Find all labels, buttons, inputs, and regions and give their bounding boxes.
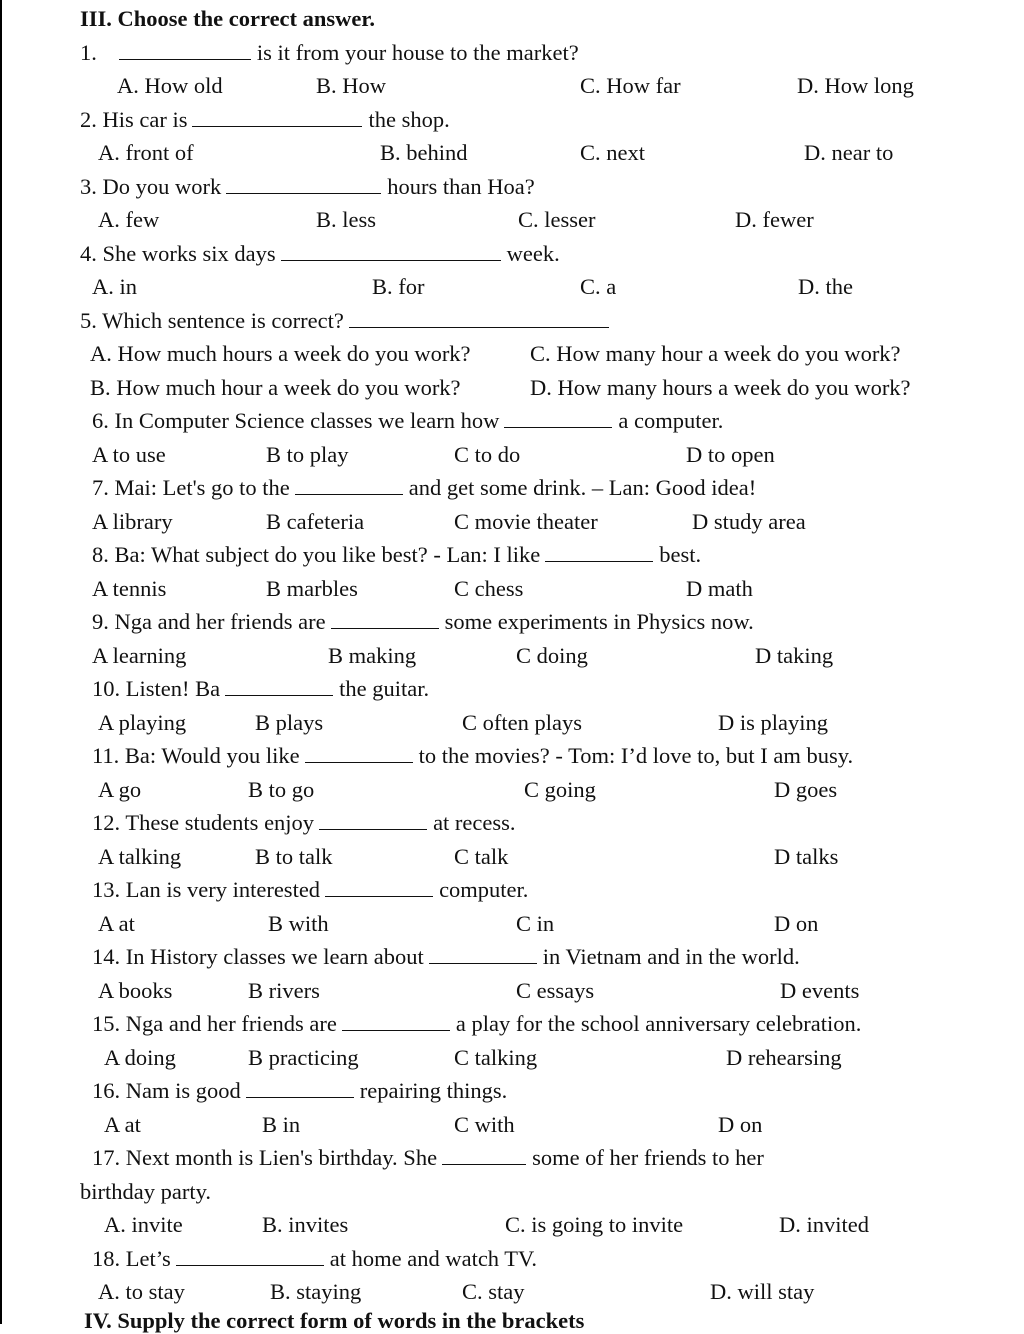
question-4 (80, 240, 560, 268)
option-c[interactable]: C to do (454, 442, 521, 467)
option-d[interactable]: D taking (755, 643, 834, 668)
option-d[interactable]: D. How many hours a week do you work? (530, 375, 911, 400)
question-7 (92, 474, 756, 502)
question-text-before: In Computer Science classes we learn how (114, 408, 500, 433)
option-d[interactable]: D rehearsing (726, 1045, 842, 1070)
question-3 (80, 173, 535, 201)
question-number: 3. (80, 174, 97, 199)
answer-blank[interactable] (429, 943, 537, 964)
option-b[interactable]: B making (328, 643, 417, 668)
option-b[interactable]: B. invites (262, 1212, 349, 1237)
option-a[interactable]: A. in (92, 274, 137, 299)
question-text-after: and get some drink. – Lan: Good idea! (408, 475, 757, 500)
question-16 (92, 1077, 507, 1105)
question-text-after: is it from your house to the market? (256, 40, 579, 65)
question-number: 5. (80, 308, 97, 333)
option-c[interactable]: C chess (454, 576, 524, 601)
option-a[interactable]: A doing (104, 1045, 176, 1070)
question-text-before: Ba: What subject do you like best? - Lan: I like (114, 542, 541, 567)
question-number: 10. (92, 676, 121, 701)
question-8 (92, 541, 701, 569)
option-b[interactable]: B to talk (255, 844, 333, 869)
question-text-after: the shop. (368, 107, 450, 132)
question-text-after: to the movies? - Tom: I’d love to, but I am busy. (418, 743, 854, 768)
option-a[interactable]: A library (92, 509, 173, 534)
option-b[interactable]: B plays (255, 710, 324, 735)
question-text-before: Listen! Ba (125, 676, 221, 701)
option-d[interactable]: D. fewer (735, 207, 814, 232)
option-b[interactable]: B. for (372, 274, 425, 299)
question-number: 4. (80, 241, 97, 266)
question-11 (92, 742, 853, 770)
option-b[interactable]: B. behind (380, 140, 468, 165)
answer-blank[interactable] (295, 474, 403, 495)
answer-blank[interactable] (119, 39, 251, 60)
option-b[interactable]: B with (268, 911, 329, 936)
answer-blank[interactable] (226, 173, 381, 194)
question-number: 2. (80, 107, 97, 132)
option-c[interactable]: C. stay (462, 1279, 525, 1304)
question-number: 11. (92, 743, 120, 768)
option-c[interactable]: C. How far (580, 73, 681, 98)
option-d[interactable]: D on (774, 911, 819, 936)
question-text-before: She works six days (102, 241, 276, 266)
question-text-after: the guitar. (339, 676, 430, 701)
option-a[interactable]: A. to stay (98, 1279, 185, 1304)
question-number: 7. (92, 475, 109, 500)
option-d[interactable]: D study area (692, 509, 806, 534)
question-number: 12. (92, 810, 121, 835)
question-text-after: repairing things. (359, 1078, 508, 1103)
question-text-before: Ba: Would you like (124, 743, 300, 768)
option-b[interactable]: B to go (248, 777, 315, 802)
answer-blank[interactable] (192, 106, 362, 127)
option-c[interactable]: C talking (454, 1045, 538, 1070)
question-text-before: In History classes we learn about (125, 944, 424, 969)
option-c[interactable]: C going (524, 777, 596, 802)
question-text-after: week. (506, 241, 560, 266)
option-d[interactable]: D. How long (797, 73, 914, 98)
question-text-after: hours than Hoa? (387, 174, 535, 199)
question-number: 14. (92, 944, 121, 969)
answer-blank[interactable] (545, 541, 653, 562)
answer-blank[interactable] (176, 1245, 324, 1266)
question-10 (92, 675, 429, 703)
question-number: 6. (92, 408, 109, 433)
option-b[interactable]: B rivers (248, 978, 320, 1003)
question-text-after: at recess. (433, 810, 516, 835)
option-b[interactable]: B. less (316, 207, 377, 232)
option-d[interactable]: D. near to (804, 140, 894, 165)
option-a[interactable]: A. few (98, 207, 160, 232)
option-d[interactable]: D on (718, 1112, 763, 1137)
option-a[interactable]: A at (98, 911, 135, 936)
option-a[interactable]: A at (104, 1112, 141, 1137)
answer-blank[interactable] (319, 809, 427, 830)
option-c[interactable]: C. next (580, 140, 645, 165)
option-c[interactable]: C. lesser (518, 207, 596, 232)
answer-blank[interactable] (349, 307, 609, 328)
question-number: 1. (80, 40, 97, 65)
option-b[interactable]: B cafeteria (266, 509, 365, 534)
question-text-after: some of her friends to her (532, 1145, 764, 1170)
option-c[interactable]: C. a (580, 274, 617, 299)
option-a[interactable]: A learning (92, 643, 187, 668)
left-margin-rule (0, 0, 2, 1324)
option-d[interactable]: D. invited (779, 1212, 869, 1237)
question-1 (80, 39, 579, 67)
question-text-before: These students enjoy (125, 810, 315, 835)
answer-blank[interactable] (331, 608, 439, 629)
option-c[interactable]: C. How many hour a week do you work? (530, 341, 901, 366)
question-number: 8. (92, 542, 109, 567)
question-text-after: a computer. (618, 408, 724, 433)
question-number: 9. (92, 609, 109, 634)
option-b[interactable]: B marbles (266, 576, 358, 601)
answer-blank[interactable] (305, 742, 413, 763)
option-b[interactable]: B. How much hour a week do you work? (90, 375, 461, 400)
answer-blank[interactable] (442, 1144, 526, 1165)
option-d[interactable]: D. will stay (710, 1279, 815, 1304)
question-number: 15. (92, 1011, 121, 1036)
question-text-before: Lan is very interested (125, 877, 321, 902)
option-c[interactable]: C talk (454, 844, 509, 869)
option-b[interactable]: B in (262, 1112, 301, 1137)
option-b[interactable]: B. staying (270, 1279, 362, 1304)
question-text-before: Which sentence is correct? (102, 308, 344, 333)
option-c[interactable]: C often plays (462, 710, 582, 735)
answer-blank[interactable] (325, 876, 433, 897)
question-text-after: a play for the school anniversary celebration. (455, 1011, 862, 1036)
option-b[interactable]: B. How (316, 73, 387, 98)
question-9 (92, 608, 754, 636)
option-b[interactable]: B practicing (248, 1045, 359, 1070)
question-13 (92, 876, 528, 904)
question-5 (80, 307, 615, 335)
question-number: 16. (92, 1078, 121, 1103)
option-c[interactable]: C. is going to invite (505, 1212, 684, 1237)
option-a[interactable]: A tennis (92, 576, 167, 601)
question-15 (92, 1010, 861, 1038)
question-text-before: Nga and her friends are (125, 1011, 337, 1036)
question-text-before: His car is (102, 107, 188, 132)
question-17 (92, 1144, 764, 1172)
answer-blank[interactable] (504, 407, 612, 428)
question-text-after: best. (659, 542, 702, 567)
question-text-after: in Vietnam and in the world. (542, 944, 800, 969)
answer-blank[interactable] (342, 1010, 450, 1031)
option-c[interactable]: C in (516, 911, 555, 936)
section-title: III. Choose the correct answer. (80, 6, 375, 31)
option-c[interactable]: C movie theater (454, 509, 598, 534)
question-text-before: Do you work (102, 174, 222, 199)
question-text-before: Next month is Lien's birthday. She (125, 1145, 438, 1170)
option-c[interactable]: C with (454, 1112, 515, 1137)
question-text-after: computer. (439, 877, 529, 902)
question-text-before: Nga and her friends are (114, 609, 326, 634)
question-number: 13. (92, 877, 121, 902)
question-2 (80, 106, 450, 134)
question-6 (92, 407, 723, 435)
answer-blank[interactable] (225, 675, 333, 696)
option-a[interactable]: A. How much hours a week do you work? (90, 341, 471, 366)
option-d[interactable]: D to open (686, 442, 775, 467)
next-section-title: IV. Supply the correct form of words in the brackets (84, 1308, 585, 1333)
answer-blank[interactable] (281, 240, 501, 261)
option-a[interactable]: A talking (98, 844, 182, 869)
question-17-continuation: birthday party. (80, 1179, 212, 1204)
option-c[interactable]: C doing (516, 643, 588, 668)
option-d[interactable]: D. the (798, 274, 853, 299)
question-12 (92, 809, 516, 837)
option-c[interactable]: C essays (516, 978, 595, 1003)
option-a[interactable]: A. How old (117, 73, 223, 98)
option-d[interactable]: D math (686, 576, 753, 601)
question-text-before: Mai: Let's go to the (114, 475, 290, 500)
option-a[interactable]: A playing (98, 710, 187, 735)
option-d[interactable]: D talks (774, 844, 839, 869)
option-d[interactable]: D events (780, 978, 860, 1003)
question-text-before: Nam is good (125, 1078, 241, 1103)
question-14 (92, 943, 800, 971)
option-a[interactable]: A books (98, 978, 173, 1003)
question-text-after: at home and watch TV. (329, 1246, 537, 1271)
question-18 (92, 1245, 537, 1273)
question-number: 18. (92, 1246, 121, 1271)
option-a[interactable]: A to use (92, 442, 166, 467)
option-a[interactable]: A. invite (104, 1212, 183, 1237)
option-a[interactable]: A. front of (98, 140, 194, 165)
question-text-after: some experiments in Physics now. (444, 609, 754, 634)
question-text-before: Let’s (125, 1246, 171, 1271)
option-b[interactable]: B to play (266, 442, 349, 467)
option-d[interactable]: D is playing (718, 710, 828, 735)
option-a[interactable]: A go (98, 777, 142, 802)
answer-blank[interactable] (246, 1077, 354, 1098)
option-d[interactable]: D goes (774, 777, 838, 802)
question-number: 17. (92, 1145, 121, 1170)
